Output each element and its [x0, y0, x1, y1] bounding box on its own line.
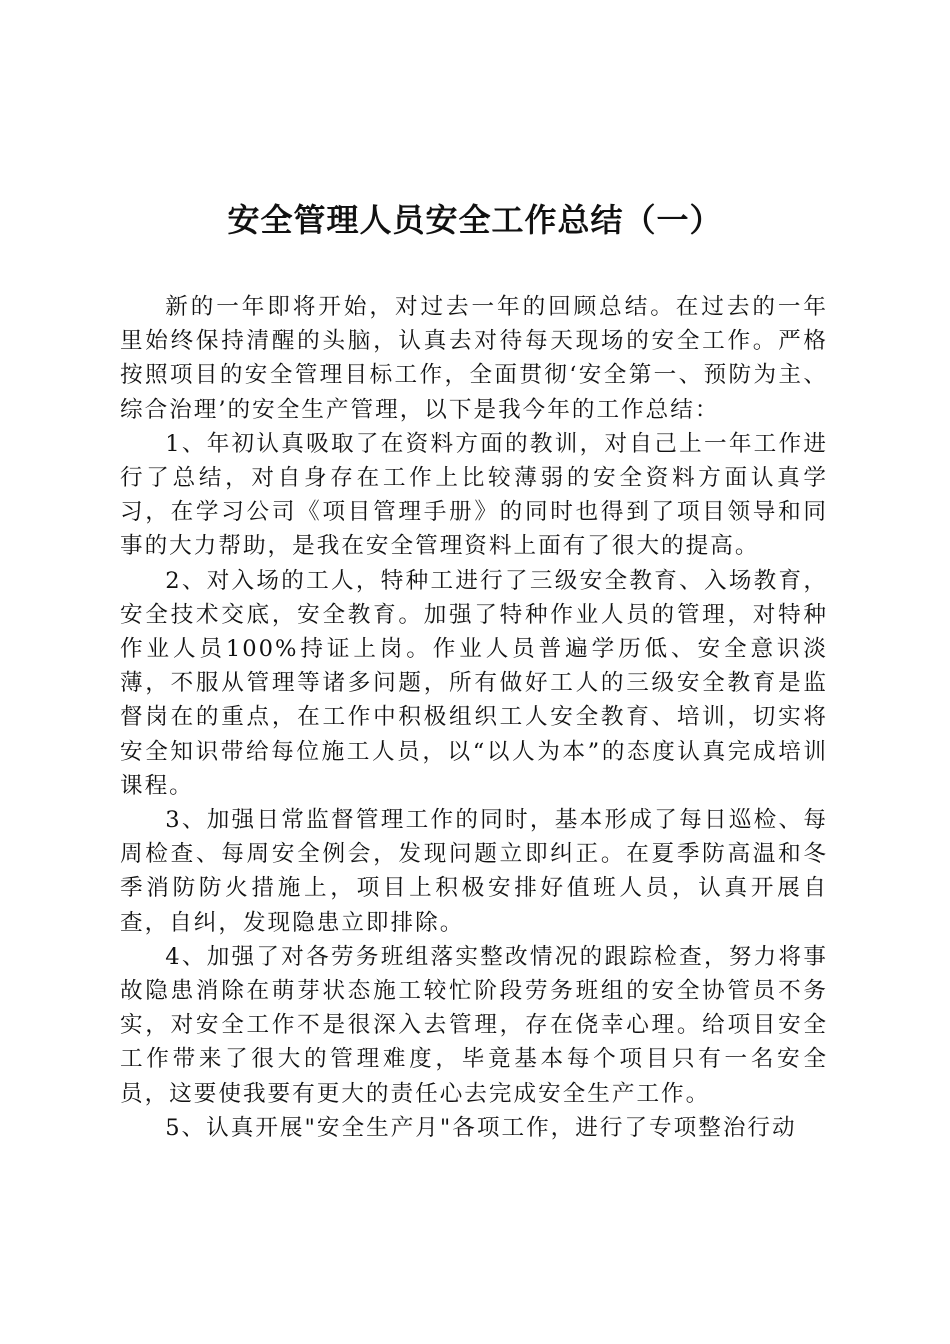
paragraph-item-5: 5、认真开展"安全生产月"各项工作，进行了专项整治行动	[165, 1114, 797, 1141]
paragraph-item-3: 3、加强日常监督管理工作的同时，基本形成了每日巡检、每周检查、每周安全例会，发现问题立即纠正。在夏季防高温和冬季消防防火措施上，项目上积极安排好值班人员，认真开展自查，自纠，发现隐患立即排除。	[120, 807, 828, 936]
paragraph-intro: 新的一年即将开始，对过去一年的回顾总结。在过去的一年里始终保持清醒的头脑，认真去对待每天现场的安全工作。严格按照项目的安全管理目标工作，全面贯彻‘安全第一、预防为主、综合治理’的安全生产管理，以下是我今年的工作总结：	[120, 294, 828, 423]
document-body	[120, 290, 828, 1145]
document-title: 安全管理人员安全工作总结（一）	[227, 201, 723, 239]
paragraph-item-4: 4、加强了对各劳务班组落实整改情况的跟踪检查，努力将事故隐患消除在萌芽状态施工较忙阶段劳务班组的安全协管员不务实，对安全工作不是很深入去管理，存在侥幸心理。给项目安全工作带来了很大的管理难度，毕竟基本每个项目只有一名安全员，这要使我要有更大的责任心去完成安全生产工作。	[120, 943, 828, 1107]
paragraph-item-2: 2、对入场的工人，特种工进行了三级安全教育、入场教育，安全技术交底，安全教育。加强了特种作业人员的管理，对特种作业人员100%持证上岗。作业人员普遍学历低、安全意识淡薄，不服从管理等诸多问题，所有做好工人的三级安全教育是监督岗在的重点，在工作中积极组织工人安全教育、培训，切实将安全知识带给每位施工人员，以“以人为本”的态度认真完成培训课程。	[120, 567, 828, 799]
paragraph-item-1: 1、年初认真吸取了在资料方面的教训，对自己上一年工作进行了总结，对自身存在工作上比较薄弱的安全资料方面认真学习，在学习公司《项目管理手册》的同时也得到了项目领导和同事的大力帮助，是我在安全管理资料上面有了很大的提高。	[120, 430, 828, 560]
